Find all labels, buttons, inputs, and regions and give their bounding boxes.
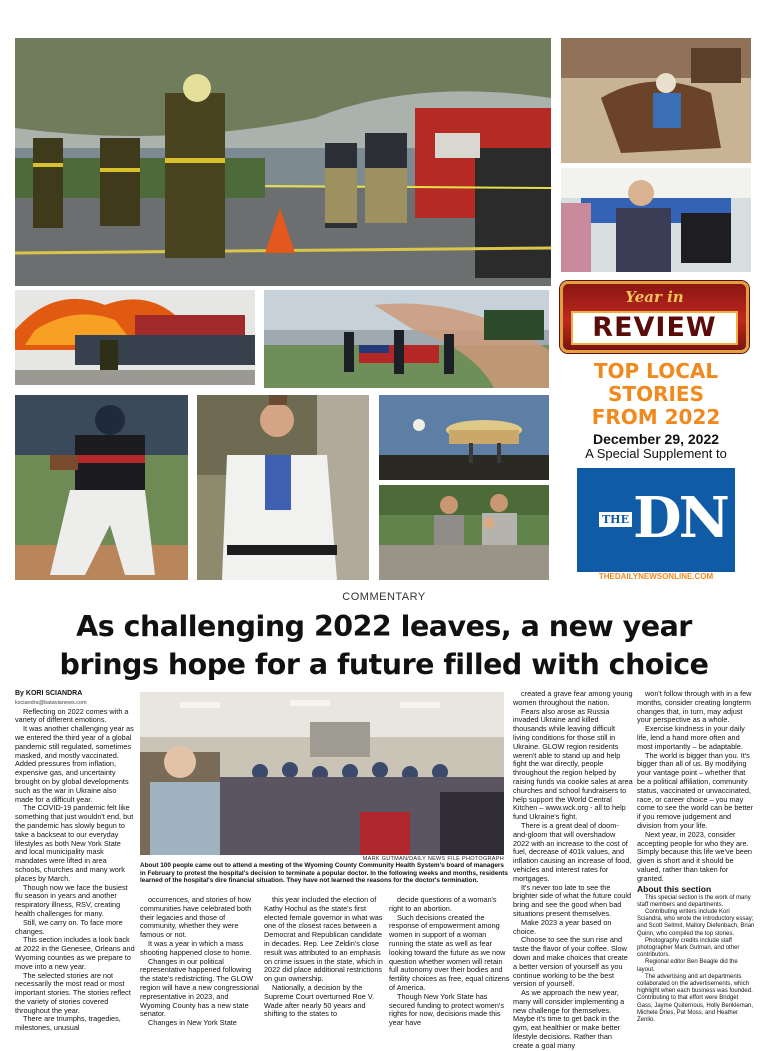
article-column-5 [513, 689, 633, 1050]
website-url: THEDAILYNEWSONLINE.COM [598, 572, 714, 581]
section-label: COMMENTARY [342, 591, 426, 603]
photo-baseball-player [15, 395, 188, 580]
article-column-6 [637, 690, 755, 1022]
photo-hospital-meeting [140, 692, 504, 855]
year-in-review-badge [560, 281, 749, 353]
supplement-date: December 29, 2022 [592, 431, 720, 447]
column-1-paragraphs [15, 708, 135, 1033]
about-paragraph: This special section is the work of many staff members and departments. [637, 894, 751, 908]
paragraph: The world is bigger than you. It's bigger than all of us. By modifying your vantage point – whether that be a political affiliation, community status, vaccinated or unvaccinated, race, or career choice – you may come to see the world can be better if you remove judgement and division from your life. [637, 750, 754, 830]
top-stories-line-2: STORIES [608, 382, 704, 406]
year-in-label: Year in [625, 288, 684, 306]
photo-military-funeral [264, 290, 549, 388]
photo-firefighters-scene [15, 38, 551, 286]
top-stories-title [556, 360, 756, 429]
supplement-subtitle: A Special Supplement to [585, 446, 727, 461]
review-label: REVIEW [571, 311, 738, 345]
logo-the-text: THE [599, 512, 632, 527]
paragraph: As we approach the new year, many will consider implementing a new challenge for themselves. Maybe it's time to get back in the gym, eat healthier or make better lifestyle decisions. Rather than create a goal many [513, 988, 625, 1050]
paragraph: Make 2023 a year based on choice. [513, 917, 612, 936]
paragraph: This section includes a look back at 2022 in the Genesee, Orleans and Wyoming counties as we prepare to move into a new year. [15, 935, 135, 971]
paragraph: The selected stories are not necessarily the most read or most important stories. The stories reflect the variety of stories covered throughout the year. [15, 970, 131, 1015]
paragraph: Nationally, a decision by the Supreme Court overturned Roe V. Wade after nearly 50 years and shifting to the states to [264, 982, 375, 1019]
photo-family-on-bench [379, 485, 549, 580]
about-paragraph: Contributing writers include Kori Sciandra, who wrote the introductory essay; and Scott Seltmit, Mallory Diefenbach, Brian Quinn, who compiled the top stories. [637, 908, 755, 937]
paragraph: It was a year in which a mass shooting happened close to home. [140, 938, 252, 957]
about-section-title: About this section [637, 883, 712, 894]
paragraph: It was another challenging year as we entered the third year of a global pandemic still regulated, sometimes masked, and mostly vaccinated. Added pressures from inflation, expensive gas, and uncertainty brought on by global developments such as the war in Ukraine also made for a difficult year. [15, 724, 134, 804]
photo-man-embroidered-shirt [197, 395, 369, 580]
top-stories-line-1: TOP LOCAL [593, 359, 719, 383]
headline-line-1: As challenging 2022 leaves, a new year [76, 610, 692, 643]
paragraph: Fears also arose as Russia invaded Ukraine and killed thousands while leaving difficult living conditions for those still in Ukraine. GLOW region residents weren't able to stand up and help fight the war directly, people throughout the region helped by raising funds via cookie sales at area churches and school fundraisers to help support the World Central Kitchen – www.wck.org - all to help fund Ukraine's fight. [513, 706, 633, 822]
paragraph: It's never too late to see the brighter side of what the future could bring and see the good when bad situations present themselves. [513, 882, 632, 918]
photo-rodeo-rider [561, 38, 751, 163]
about-paragraph: Regional editor Ben Beagle did the layout. [637, 959, 738, 973]
paragraph: Next year, in 2023, consider accepting people for who they are. Simply because this life we've been given is short and it should be valued, rather than taken for granted. [637, 829, 752, 883]
paragraph: Changes in our political representative happened following the state's redistricting. The GLOW region will have a new congressional representative in 2023, and Wyoming County has a new state senator. [140, 956, 259, 1019]
paragraph: Reflecting on 2022 comes with a variety of different emotions. [15, 706, 129, 725]
article-column-1 [15, 690, 135, 1033]
headline [30, 608, 738, 684]
paragraph: this year included the election of Kathy Hochul as the state's first elected female governor in what was one of the closest races between a Democrat and Republican candidate in decades. Rep. Lee Zeldin's close result was attributed to an emphasis on crime issues in the state, which in 2022 did place additional restrictions on gun ownership. [264, 895, 383, 984]
headline-line-2: brings hope for a future filled with choice [59, 648, 709, 681]
paragraph: created a grave fear among young women throughout the nation. [513, 689, 633, 707]
photo-vehicle-fire [15, 290, 255, 385]
paragraph: There are triumphs, tragedies, milestones, unusual [15, 1014, 121, 1033]
byline: By KORI SCIANDRA [15, 690, 83, 697]
paragraph: Choose to see the sun rise and taste the flavor of your coffee. Slow down and make choices that create a better version of yourself as you continue working to be the best version of yourself. [513, 935, 628, 989]
photo-credit: MARK GUTMAN/DAILY NEWS FILE PHOTOGRAPH [362, 856, 504, 862]
about-paragraph: The advertising and art departments collaborated on the advertisements, which highlight when each business was founded. Contributing to that effort were Bridget Gass, Jayme Quiternous, Holly Benkleman, Michele Dries, Pat Moss, and Heather Zenlio. [637, 973, 754, 1023]
paragraph: Still, we carry on. To face more changes. [15, 917, 123, 936]
logo-dn-text: DN [633, 485, 727, 551]
paragraph: occurrences, and stories of how communities have celebrated both their legacies and those of community, whether they were famous or not. [140, 895, 252, 940]
photo-caption: About 100 people came out to attend a meeting of the Wyoming County Community Health System's board of managers in February to protest the hospital's decision to terminate a popular doctor. In the following weeks and months, residents learned of the hospital's dire financial situation. They have not learned the reasons for the doctor's termination. [140, 862, 508, 885]
article-column-4 [389, 895, 510, 1028]
paragraph: decide questions of a woman's right to an abortion. [389, 895, 497, 913]
author-email: ksciandra@batavianews.com [15, 699, 87, 706]
paragraph: Changes in New York State [148, 1018, 237, 1028]
paragraph: The COVID-19 pandemic felt like something that just wouldn't end, but the pandemic has slowly begun to take a backseat to our everyday lifestyles as both New York State and local municipality mask mandates were lifted in area schools, churches and many work places by March. [15, 803, 134, 883]
photo-water-tower [379, 395, 549, 480]
daily-news-logo [577, 468, 735, 572]
article-column-2-body [140, 895, 260, 1028]
paragraph: Though New York State has secured funding to protect women's rights for now, decisions made this year have [389, 991, 504, 1028]
paragraph: Such decisions created the response of empowerment among women in support of a woman running the state as well as fear looking toward the future as we now question whether women will retain full autonomy over their bodies and fertility choices as free, equal citizens of America. [389, 912, 510, 992]
about-paragraph: Photography credits include staff photographer Mark Gutman, and other contributors. [637, 937, 740, 959]
paragraph: won't follow through with in a few months, consider creating longterm changes that, in turn, may adjust your perspective as a whole. [637, 689, 752, 725]
paragraph: Exercise kindness in your daily life, lend a hand more often and most importantly – be adaptable. [637, 724, 745, 751]
photo-fair-boy [561, 168, 751, 272]
top-stories-line-3: FROM 2022 [591, 405, 721, 429]
paragraph: There is a great deal of doom-and-gloom that will overshadow 2022 with an increase to the cost of fuel, decrease of 401k values, and inflation causing an increase of food, vehicles and interest rates for mortgages. [513, 820, 632, 883]
article-column-3 [264, 896, 386, 1022]
paragraph: Though now we face the busiest flu season in years and another respiratory illness, RSV, creating health challenges for many. [15, 882, 128, 918]
